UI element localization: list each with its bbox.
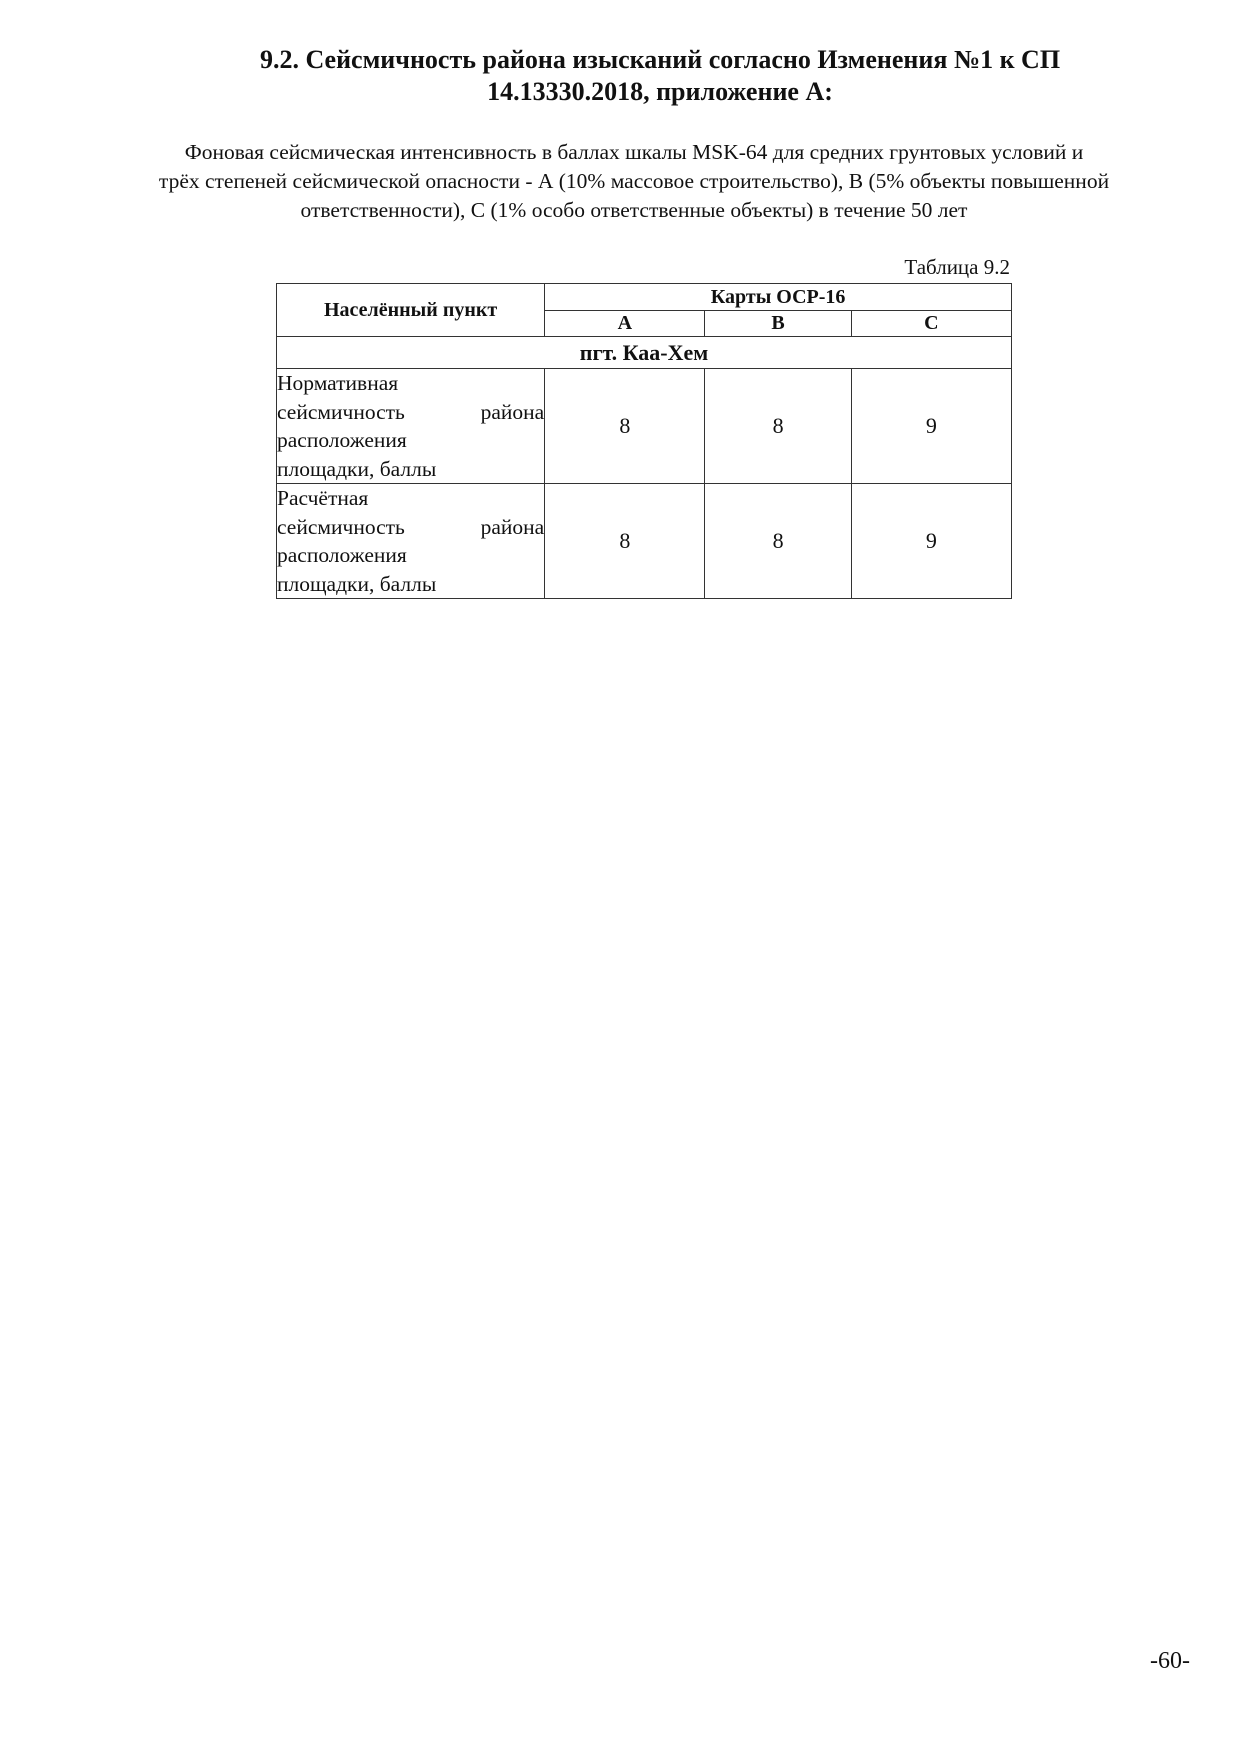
header-maps-osr16: Карты ОСР-16 [545, 284, 1012, 311]
value-c: 9 [851, 369, 1011, 484]
table-header-row [277, 284, 1012, 311]
section-heading [200, 44, 1120, 108]
value-a: 8 [545, 369, 705, 484]
table-group-row [277, 337, 1012, 369]
header-col-c: C [851, 311, 1011, 337]
intro-paragraph [78, 138, 1190, 225]
row-label-line1: Нормативная [277, 371, 399, 395]
table-row [277, 484, 1012, 599]
row-label-line2: сейсмичность района [277, 399, 545, 424]
table-caption: Таблица 9.2 [904, 255, 1010, 279]
value-c: 9 [851, 484, 1011, 599]
value-b: 8 [705, 484, 851, 599]
row-label-line3: расположения [277, 428, 407, 452]
intro-line1: Фоновая сейсмическая интенсивность в баллах шкалы MSK-64 для средних грунтовых условий и [184, 140, 1084, 164]
intro-line2: трёх степеней сейсмической опасности - А (10% массовое строительство), В (5% объекты повышенной [158, 169, 1110, 193]
intro-line3: ответственности), С (1% особо ответственные объекты) в течение 50 лет [300, 198, 968, 222]
row-label-line4: площадки, баллы [277, 456, 437, 481]
value-b: 8 [705, 369, 851, 484]
page-number: -60- [1150, 1648, 1190, 1674]
row-label [277, 369, 545, 484]
seismicity-table [276, 283, 1012, 599]
section-heading-line1: 9.2. Сейсмичность района изысканий согласно Изменения №1 к СП [259, 45, 1061, 74]
row-label-line2: сейсмичность района [277, 514, 545, 539]
row-label [277, 484, 545, 599]
row-label-line4: площадки, баллы [277, 571, 437, 596]
header-col-a: A [545, 311, 705, 337]
row-label-line3: расположения [277, 543, 407, 567]
section-heading-line2: 14.13330.2018, приложение А: [487, 77, 833, 106]
header-settlement: Населённый пункт [277, 284, 545, 337]
row-label-line1: Расчётная [277, 486, 369, 510]
value-a: 8 [545, 484, 705, 599]
table-row [277, 369, 1012, 484]
group-settlement-name: пгт. Каа-Хем [277, 337, 1012, 369]
header-col-b: B [705, 311, 851, 337]
